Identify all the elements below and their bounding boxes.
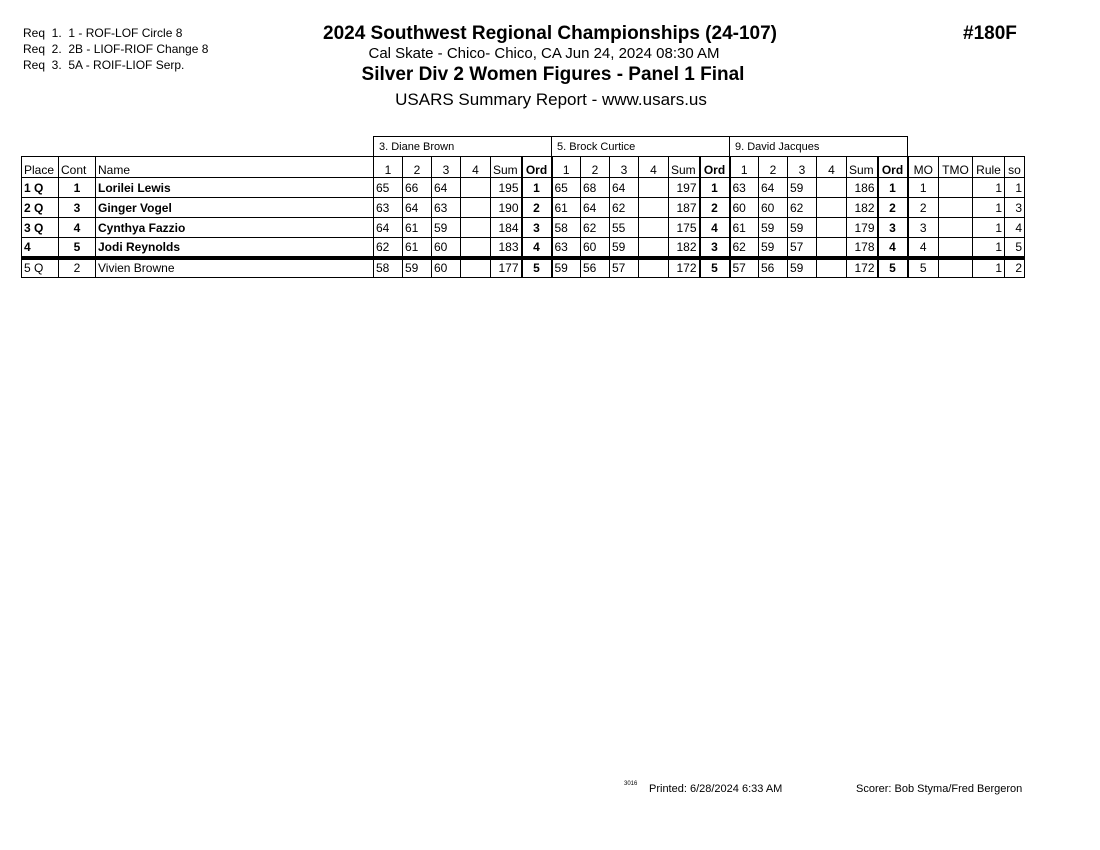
requirement-2: Req 2. 2B - LIOF-RIOF Change 8 — [23, 42, 209, 56]
judge-3-sum: 179 — [847, 218, 878, 238]
name-cell: Ginger Vogel — [96, 198, 374, 218]
mo-cell: 1 — [908, 178, 939, 198]
name-cell: Jodi Reynolds — [96, 238, 374, 258]
col-j3-sum: Sum — [847, 157, 878, 178]
so-cell: 2 — [1005, 258, 1025, 278]
cont-cell: 3 — [59, 198, 96, 218]
printed-timestamp: Printed: 6/28/2024 6:33 AM — [649, 783, 783, 795]
judge-1-sum: 184 — [491, 218, 522, 238]
judge-2-score-2: 60 — [581, 238, 610, 258]
place-cell: 1 Q — [22, 178, 59, 198]
judge-2-sum: 175 — [669, 218, 700, 238]
judge-1-score-1: 65 — [374, 178, 403, 198]
judge-2-sum: 187 — [669, 198, 700, 218]
place-cell: 5 Q — [22, 258, 59, 278]
column-header-row — [22, 157, 1025, 178]
results-table — [21, 136, 1025, 278]
judge-1-score-3: 60 — [432, 238, 461, 258]
judge-1-score-1: 62 — [374, 238, 403, 258]
judge-2-ord: 2 — [700, 198, 730, 218]
place-cell: 2 Q — [22, 198, 59, 218]
judge-2-score-1: 61 — [552, 198, 581, 218]
col-j3-s2: 2 — [759, 157, 788, 178]
judge-3-name: 9. David Jacques — [730, 137, 908, 157]
judge-2-score-1: 65 — [552, 178, 581, 198]
judge-1-score-3: 59 — [432, 218, 461, 238]
name-cell: Lorilei Lewis — [96, 178, 374, 198]
event-number: #180F — [963, 23, 1017, 44]
judge-2-score-3: 55 — [610, 218, 639, 238]
scorer-names: Scorer: Bob Styma/Fred Bergeron — [856, 783, 1023, 795]
judge-3-score-1: 57 — [730, 258, 759, 278]
rule-cell: 1 — [973, 178, 1005, 198]
col-j2-s1: 1 — [552, 157, 581, 178]
judge-1-name: 3. Diane Brown — [374, 137, 552, 157]
judge-1-ord: 5 — [522, 258, 552, 278]
col-j1-s3: 3 — [432, 157, 461, 178]
cont-cell: 1 — [59, 178, 96, 198]
judge-3-score-3: 62 — [788, 198, 817, 218]
judge-2-score-4 — [639, 258, 669, 278]
judge-3-ord: 1 — [878, 178, 908, 198]
mo-cell: 5 — [908, 258, 939, 278]
judge-1-score-2: 61 — [403, 238, 432, 258]
col-name: Name — [96, 157, 374, 178]
judge-1-score-4 — [461, 178, 491, 198]
judge-2-sum: 197 — [669, 178, 700, 198]
table-row — [22, 258, 1025, 278]
judge-3-score-2: 60 — [759, 198, 788, 218]
col-cont: Cont — [59, 157, 96, 178]
judge-2-score-4 — [639, 218, 669, 238]
requirement-1: Req 1. 1 - ROF-LOF Circle 8 — [23, 26, 183, 40]
col-j3-s4: 4 — [817, 157, 847, 178]
col-j2-sum: Sum — [669, 157, 700, 178]
rule-cell: 1 — [973, 238, 1005, 258]
cont-cell: 2 — [59, 258, 96, 278]
judge-3-ord: 5 — [878, 258, 908, 278]
judge-1-sum: 177 — [491, 258, 522, 278]
judge-1-score-2: 64 — [403, 198, 432, 218]
so-cell: 5 — [1005, 238, 1025, 258]
competition-title: 2024 Southwest Regional Championships (24-107) — [323, 23, 777, 44]
judge-2-score-1: 63 — [552, 238, 581, 258]
judge-3-ord: 2 — [878, 198, 908, 218]
col-tmo: TMO — [939, 157, 973, 178]
name-cell: Vivien Browne — [96, 258, 374, 278]
table-row — [22, 178, 1025, 198]
judge-3-score-1: 61 — [730, 218, 759, 238]
requirements-list — [23, 25, 208, 73]
judge-1-score-3: 64 — [432, 178, 461, 198]
judge-2-name: 5. Brock Curtice — [552, 137, 730, 157]
judge-3-score-3: 59 — [788, 218, 817, 238]
col-j3-s1: 1 — [730, 157, 759, 178]
col-j1-s4: 4 — [461, 157, 491, 178]
judge-3-score-1: 62 — [730, 238, 759, 258]
judge-3-sum: 186 — [847, 178, 878, 198]
col-j1-s2: 2 — [403, 157, 432, 178]
judge-2-ord: 5 — [700, 258, 730, 278]
tmo-cell — [939, 218, 973, 238]
judge-2-score-2: 68 — [581, 178, 610, 198]
col-j3-s3: 3 — [788, 157, 817, 178]
judge-3-score-4 — [817, 218, 847, 238]
judge-2-score-2: 56 — [581, 258, 610, 278]
judge-1-score-1: 64 — [374, 218, 403, 238]
rule-cell: 1 — [973, 258, 1005, 278]
col-j1-sum: Sum — [491, 157, 522, 178]
col-j1-ord: Ord — [522, 157, 552, 178]
judge-2-sum: 172 — [669, 258, 700, 278]
judge-1-score-1: 63 — [374, 198, 403, 218]
judge-2-score-3: 64 — [610, 178, 639, 198]
mo-cell: 3 — [908, 218, 939, 238]
judge-3-score-3: 59 — [788, 258, 817, 278]
judge-3-score-4 — [817, 198, 847, 218]
so-cell: 4 — [1005, 218, 1025, 238]
judge-2-score-2: 64 — [581, 198, 610, 218]
judge-2-score-3: 59 — [610, 238, 639, 258]
table-row — [22, 238, 1025, 258]
judge-3-score-3: 57 — [788, 238, 817, 258]
col-place: Place — [22, 157, 59, 178]
tmo-cell — [939, 178, 973, 198]
judge-1-ord: 2 — [522, 198, 552, 218]
judge-3-sum: 182 — [847, 198, 878, 218]
judge-3-score-2: 59 — [759, 218, 788, 238]
name-cell: Cynthya Fazzio — [96, 218, 374, 238]
judge-1-score-2: 66 — [403, 178, 432, 198]
mo-cell: 4 — [908, 238, 939, 258]
judge-1-score-4 — [461, 218, 491, 238]
col-j2-s2: 2 — [581, 157, 610, 178]
judge-1-sum: 190 — [491, 198, 522, 218]
mo-cell: 2 — [908, 198, 939, 218]
judge-1-score-4 — [461, 258, 491, 278]
report-title: USARS Summary Report - www.usars.us — [395, 90, 707, 109]
judge-2-ord: 4 — [700, 218, 730, 238]
col-mo: MO — [908, 157, 939, 178]
judge-3-score-4 — [817, 238, 847, 258]
tmo-cell — [939, 238, 973, 258]
judge-3-sum: 178 — [847, 238, 878, 258]
col-j3-ord: Ord — [878, 157, 908, 178]
col-j1-s1: 1 — [374, 157, 403, 178]
judge-3-ord: 4 — [878, 238, 908, 258]
judge-3-score-4 — [817, 258, 847, 278]
judge-1-ord: 4 — [522, 238, 552, 258]
so-cell: 1 — [1005, 178, 1025, 198]
col-j2-s3: 3 — [610, 157, 639, 178]
judge-2-ord: 1 — [700, 178, 730, 198]
place-cell: 3 Q — [22, 218, 59, 238]
judge-1-ord: 1 — [522, 178, 552, 198]
col-so: so — [1005, 157, 1025, 178]
judge-1-score-1: 58 — [374, 258, 403, 278]
judge-3-score-1: 63 — [730, 178, 759, 198]
venue-date: Cal Skate - Chico- Chico, CA Jun 24, 2024 08:30 AM — [368, 45, 720, 62]
so-cell: 3 — [1005, 198, 1025, 218]
judge-3-score-4 — [817, 178, 847, 198]
judge-2-sum: 182 — [669, 238, 700, 258]
judge-2-score-2: 62 — [581, 218, 610, 238]
tmo-cell — [939, 198, 973, 218]
judge-1-score-3: 60 — [432, 258, 461, 278]
judge-3-score-2: 59 — [759, 238, 788, 258]
col-j2-s4: 4 — [639, 157, 669, 178]
judge-1-score-4 — [461, 238, 491, 258]
judge-header-row — [22, 137, 1025, 157]
table-row — [22, 198, 1025, 218]
col-j2-ord: Ord — [700, 157, 730, 178]
cont-cell: 5 — [59, 238, 96, 258]
judge-1-sum: 195 — [491, 178, 522, 198]
judge-3-score-2: 56 — [759, 258, 788, 278]
judge-1-score-2: 61 — [403, 218, 432, 238]
judge-1-score-2: 59 — [403, 258, 432, 278]
judge-1-sum: 183 — [491, 238, 522, 258]
judge-2-ord: 3 — [700, 238, 730, 258]
judge-2-score-1: 58 — [552, 218, 581, 238]
judge-2-score-3: 62 — [610, 198, 639, 218]
place-cell: 4 — [22, 238, 59, 258]
judge-2-score-4 — [639, 238, 669, 258]
judge-3-score-3: 59 — [788, 178, 817, 198]
judge-2-score-1: 59 — [552, 258, 581, 278]
rule-cell: 1 — [973, 218, 1005, 238]
cont-cell: 4 — [59, 218, 96, 238]
judge-1-score-4 — [461, 198, 491, 218]
table-row — [22, 218, 1025, 238]
rule-cell: 1 — [973, 198, 1005, 218]
judge-3-ord: 3 — [878, 218, 908, 238]
judge-2-score-4 — [639, 178, 669, 198]
col-rule: Rule — [973, 157, 1005, 178]
judge-3-score-1: 60 — [730, 198, 759, 218]
tmo-cell — [939, 258, 973, 278]
judge-2-score-4 — [639, 198, 669, 218]
requirement-3: Req 3. 5A - ROIF-LIOF Serp. — [23, 58, 185, 72]
event-name: Silver Div 2 Women Figures - Panel 1 Final — [361, 64, 745, 85]
footer-code: 3016 — [624, 781, 638, 787]
judge-3-score-2: 64 — [759, 178, 788, 198]
judge-1-score-3: 63 — [432, 198, 461, 218]
judge-2-score-3: 57 — [610, 258, 639, 278]
judge-3-sum: 172 — [847, 258, 878, 278]
judge-1-ord: 3 — [522, 218, 552, 238]
